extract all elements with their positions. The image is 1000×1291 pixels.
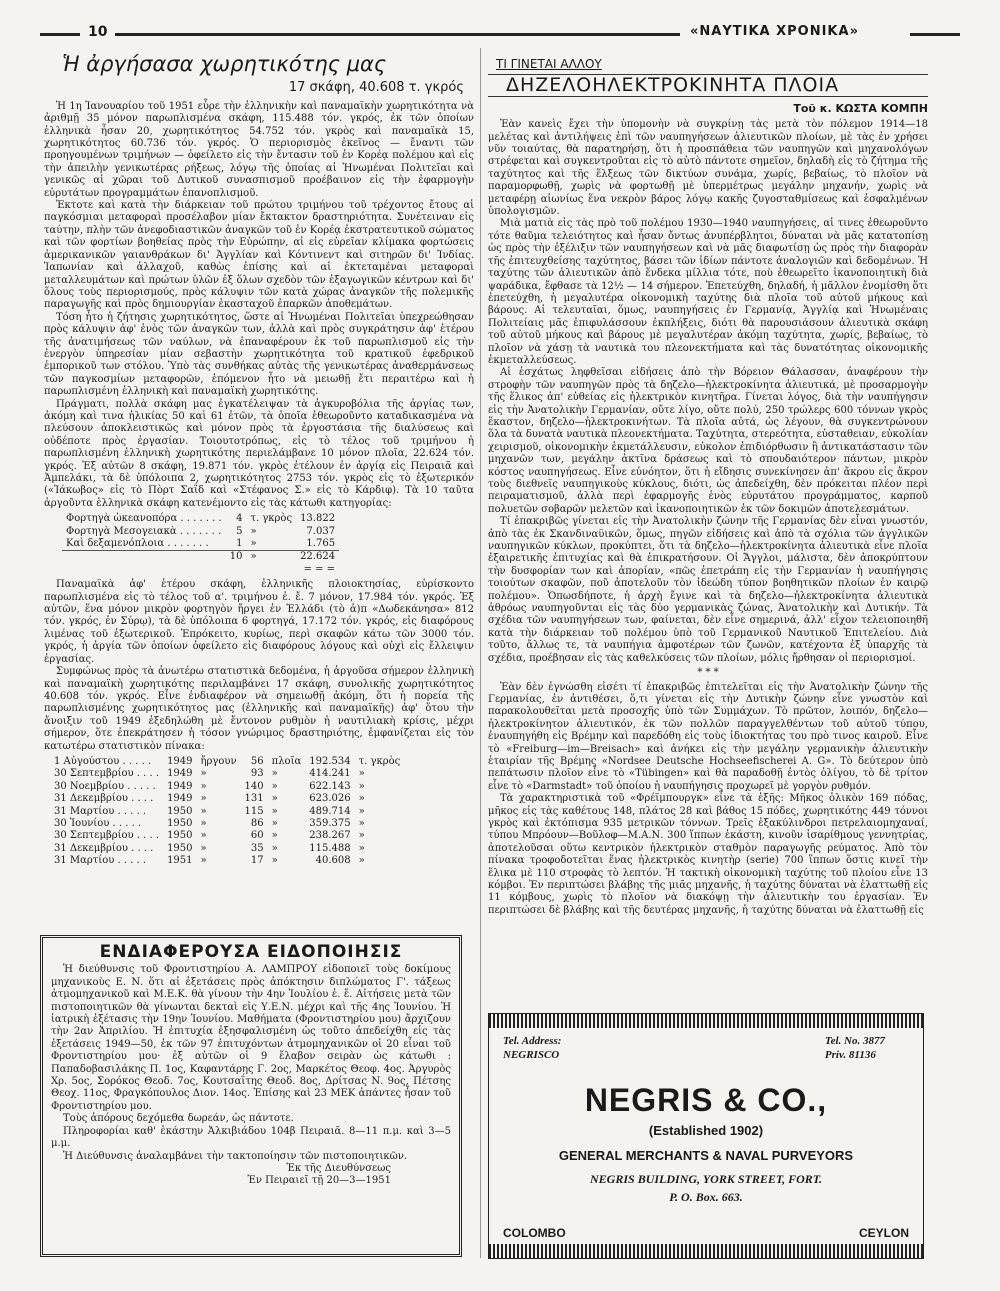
right-article-body-1 xyxy=(488,119,928,665)
ad-pobox: P. O. Box. 663. xyxy=(669,1190,743,1204)
right-article-body-2 xyxy=(488,682,928,918)
table-cell: 31 Μαρτίου . . . . . xyxy=(54,855,147,867)
table-row xyxy=(62,551,339,564)
table-row xyxy=(50,768,404,780)
table-cell: » xyxy=(358,842,365,854)
table-cell: » xyxy=(271,805,278,817)
ad-country: CEYLON xyxy=(858,1226,909,1240)
paragraph: Παναμαϊκὰ ἀφ' ἑτέρου σκάφη, ἑλληνικῆς πλοιοκτησίας, εὑρίσκοντο παρωπλισμένα εἰς τὸ τέλος τοῦ α'. τριμήνου ἐ. ἔ. 7 μόνον, 17.984 τόν. γκρός. Ἐξ αὐτῶν, ἕνα μόνον μικρὸν φορτηγὸν ἤργει ἐν Ἑλλάδι (τὸ ἀ)π «Δωδεκάνησα» 812 τόν. γκρός, ἐν Σύρῳ), τὰ δὲ ὑπόλοιπα 6 φορτηγά, 17.172 τόν. γκρός, εἰς διαφόρους λιμένας τοῦ ἐξωτερικοῦ. Ἐπρόκειτο, κυρίως, περὶ σκαφῶν κάτω τῶν 3000 τόν. γκρός, ἡ ἀργία τῶν ὁποίων ὀφείλετο εἰς διαφόρους λόγους καὶ οὐχὶ εἰς ἔλλειψιν ἐργασίας. xyxy=(44,579,474,665)
table-cell: Φορτηγὰ Μεσογειακὰ . . . . . . . xyxy=(66,525,222,537)
table-cell: 489.714 xyxy=(309,805,351,817)
left-article-body-2 xyxy=(44,579,474,753)
ad-building: NEGRIS BUILDING, YORK STREET, FORT. xyxy=(590,1172,822,1186)
table-cell: 86 xyxy=(250,817,264,829)
notice-paragraph: Ἡ Διεύθυνσις ἀναλαμβάνει τὴν τακτοποίησιν τῶν πιστοποιητικῶν. xyxy=(63,1150,408,1162)
ad-established: (Established 1902) xyxy=(648,1123,764,1138)
table-cell: » xyxy=(200,817,207,829)
notice-title: ΕΝΔΙΑΦΕΡΟΥΣΑ ΕΙΔΟΠΟΙΗΣΙΣ xyxy=(99,942,403,962)
table-cell: 1949 xyxy=(167,755,193,767)
table-cell: ἤργουν xyxy=(200,755,237,767)
table-cell: » xyxy=(250,525,257,537)
table-cell: 622.143 xyxy=(309,780,351,792)
notice-signature-2: Ἐν Πειραιεῖ τῇ 20—3—1951 xyxy=(247,1175,391,1187)
category-table xyxy=(62,513,339,576)
table-cell: πλοῖα xyxy=(271,755,302,767)
table-cell: 1 Αὐγούστου . . . . . xyxy=(54,755,152,767)
table-cell: 115.488 xyxy=(309,842,351,854)
magazine-title: «ΝΑΥΤΙΚΑ ΧΡΟΝΙΚΑ» xyxy=(690,24,859,39)
table-cell: 30 Σεπτεμβρίου . . . . xyxy=(54,830,160,842)
table-cell: 35 xyxy=(250,842,264,854)
table-cell: » xyxy=(358,780,365,792)
header-rule-right xyxy=(910,33,960,36)
notice-body xyxy=(51,964,451,1163)
paragraph: Πράγματι, πολλὰ σκάφη μας ἐγκατέλειψαν τὰ ἀγκυροβόλια τῆς ἀργίας των, ἀκόμη καὶ τινα ἡλικίας 50 καὶ 61 ἐτῶν, τὰ ὁποῖα ἐθεωροῦντο καταδικασμένα νὰ πλεύσουν ἀποκλειστικῶς καὶ μόνον πρὸς τὰ ἐργοστάσια τῆς διαλύσεως καὶ οὐδέποτε πρὸς ἐργασίαν. Τοιουτοτρόπως, εἰς τὸ τέλος τοῦ τριμήνου ἡ παρωπλισμένη ἑλληνικὴ χωρητικότης περιελάμβανε 10 μόνον πλοῖα, 22.624 τόν. γκρός. Ἐξ αὐτῶν 8 σκάφη, 19.871 τόν. γκρὸς ἐτέλουν ἐν ἀργίᾳ εἰς Πειραιᾶ καὶ Ἀμπελάκι, τὰ δὲ ὑπόλοιπα 2, χωρητικότητος 2753 τόν. γκρὸς εἰς τὸ ἐξωτερικόν («Ἰάκωβος» εἰς τὸ Πὸρτ Σαΐδ καὶ «Στέφανος Σ.» εἰς τὸ Κάρδιφ). Τὰ 10 ταῦτα ἀργοῦντα ἑλληνικὰ σκάφη κατενέμοντο εἰς τὰς κάτωθι κατηγορίας: xyxy=(44,398,474,509)
table-cell: 1950 xyxy=(167,817,193,829)
notice-paragraph: Ἡ διεύθυνσις τοῦ Φροντιστηρίου Α. ΛΑΜΠΡΟΥ εἰδοποιεῖ τοὺς δοκίμους μηχανικοὺς Ε. Ν. ὅτι αἱ ἐξετάσεις πρὸς ἀπόκτησιν διπλώματος Γ'. τάξεως ἀτμομηχανικοῦ καὶ Μ.Ε.Κ. θὰ γίνουν τὴν 4ην Ἰουλίου ἐ. ἔ. Αἰτήσεις μετὰ τῶν πιστοποιητικῶν θὰ γίνωνται δεκταὶ εἰς Υ.Ε.Ν. μέχρι καὶ τῆς 4ης Ἰουνίου. Ἡ ἰατρικὴ ἐξέτασις τὴν 19ην Ἰουνίου. Μαθήματα (Φροντιστηρίου μου) ἄρχιζουν τὴν 2αν Ἀπριλίου. Ἡ ἐπιτυχία ἐξησφαλισμένη ὡς τοῦτο ἀπεδείχθη εἰς τὰς ἐξετάσεις 1949—50, ἐκ τῶν 97 ἐπιτυχόντων ἀτμομηχανικῶν οἱ 20 εἶναι τοῦ Φροντιστηρίου μου· ἐξ αὐτῶν οἱ 9 ἔλαβον σειρὰν ὡς κάτωθι : Παπαδοβασιλάκης Π. 1ος, Καφαντάρης Γ. 2ος, Μαρκέτος Θεοφ. 4ος. Ἀργυρὸς Χρ. 5ος, Σορόκος Θεοδ. 7ος, Κουτσαΐτης Θεοδ. 8ος, Δρίτσας Ν. 9ος, Πέτσης Θεοχ. 11ος, Φραγκόπουλος Διον. 14ος. Ἐπίσης καὶ 23 ΜΕΚ ἀπάντες ἦσαν τοῦ Φροντιστηρίου μου. xyxy=(51,964,451,1112)
table-row xyxy=(50,781,404,793)
table-row xyxy=(50,756,404,768)
table-cell: 1949 xyxy=(167,768,193,780)
table-cell: 1950 xyxy=(167,830,193,842)
table-cell: 13.822 xyxy=(300,513,336,525)
table-row xyxy=(62,513,339,525)
right-article xyxy=(488,58,928,917)
table-cell: 10 xyxy=(226,551,247,564)
ad-border-top xyxy=(489,1014,923,1028)
paragraph: Ἐκτοτε καὶ κατὰ τὴν διάρκειαν τοῦ πρώτου τριμήνου τοῦ τρέχοντος ἔτους αἱ παγκόσμιαι μεταφοραὶ προσέλαβον μίαν ἔκτακτον δραστηριότητα. Συνέτειναν εἰς ταύτην, πλὴν τῶν ἀνεφοδιαστικῶν ἀναγκῶν τοῦ ἐν Κορέᾳ ἐκστρατευτικοῦ σώματος καὶ τῶν φορτίων βοηθείας πρὸς τὴν Εὐρώπην, αἱ εἰς εὐρεῖαν κλίμακα φορτώσεις ἀμερικανικῶν γαιανθράκων δι' Ἀγγλίαν καὶ Κόντινεντ καὶ σιτηρῶν δι' Ἰνδίας. Ἰαπωνίαν καὶ ἀλλαχοῦ, καθὼς ἐπίσης καὶ αἱ ἐκτεταμέναι μεταφοραὶ μεταλλευμάτων καὶ πρώτων ὑλῶν ἐξ ὅλων σχεδὸν τῶν ἐξαγωγικῶν κέντρων καὶ δι' ὅλους τοὺς περιορισμούς, πρὸς κάλυψιν τῶν κατὰ χώρας ἀναγκῶν τῆς πολεμικῆς παραγωγῆς καὶ πρὸς δημιουργίαν ἐκασταχοῦ ἐπαρκῶν ἀποθεμάτων. xyxy=(44,200,475,311)
table-cell: » xyxy=(246,551,296,564)
table-cell: » xyxy=(271,817,278,829)
statistics-table xyxy=(50,756,404,868)
table-cell: 4 xyxy=(236,513,243,525)
byline: Τοῦ κ. ΚΩΣΤΑ ΚΟΜΠΗ xyxy=(793,101,928,115)
table-cell: 1950 xyxy=(167,842,193,854)
table-cell: 31 Δεκεμβρίου . . . . xyxy=(54,793,154,805)
table-cell: 56 xyxy=(250,755,264,767)
table-cell: 115 xyxy=(244,805,264,817)
paragraph: Τί ἐπακριβῶς γίνεται εἰς τὴν Ἀνατολικὴν ζώνην τῆς Γερμανίας δὲν εἶναι γνωστόν, ἀπὸ τὰς ἐκ Σκανδιναϋικῶν, ὅμως, πηγῶν εἰδήσεις καὶ ἀπὸ τὰ σχόλια τῶν ἀγγλικῶν ναυπηγικῶν κύκλων, προκύπτει, ὅτι τὰ δηζελο—ἠλεκτροκίνητα ἁλιευτικὰ εἶνε πλοῖα ἐξαιρετικῆς ἐπιτυχίας καὶ θὰ ἐπικρατήσουν. Οἱ Ἄγγλοι, μάλιστα, δὲν ἀποκρύπτουν τὴν δυσφορίαν των καὶ ἀπορίαν, «πῶς ἐπετράπη εἰς τὴν Γερμανίαν ἡ ναυπήγησις τοιούτων σκαφῶν, ποῦ ἀποτελοῦν τὸν ἰδεώδη τύπον βοηθητικῶν πλοίων ἐν καιρῷ πολέμου». Ὁπωσδήποτε, ἡ ἀρχὴ ἔγινε καὶ τὰ δηζελο—ἠλεκτροκίνητα ἁλιευτικὰ ἀθρόως ναυπηγοῦνται εἰς τὰς δύο γερμανικὰς ζώνας, Ἀνατολικὴν καὶ Δυτικήν. Τὰ σχέδια τῶν ναυπηγήσεων των, φαίνεται, δὲν εἶνε σημερινά, ἀλλ' εἶχον τελειοποιηθῆ κατὰ τὴν διάρκειαν τοῦ πολέμου ὑπὸ τοῦ Γερμανικοῦ Ναυτικοῦ Ἐπιτελείου. Διὰ τοῦτο, ἄλλως τε, τὰ ναυπήγια ἀμφοτέρων τῶν ζωνῶν, κατέχοντα ἐξ ὑπαρχῆς τὰ σχέδια, προέβησαν εἰς τὰς καθελκύσεις τῶν πλοίων, μόλις ἤρθησαν οἱ περιορισμοί. xyxy=(488,516,928,664)
page-number: 10 xyxy=(88,24,108,40)
table-cell: » xyxy=(250,538,257,550)
table-row xyxy=(50,843,404,855)
column-divider xyxy=(480,48,481,1258)
table-row xyxy=(62,526,339,538)
table-cell: » xyxy=(200,805,207,817)
table-cell: Καὶ δεξαμενόπλοια . . . . . . . xyxy=(66,538,209,550)
page-header xyxy=(40,24,960,44)
table-cell: » xyxy=(271,780,278,792)
negris-advertisement xyxy=(488,1013,924,1259)
table-cell: 238.267 xyxy=(309,830,351,842)
table-cell: 414.241 xyxy=(309,768,351,780)
table-cell: » xyxy=(271,855,278,867)
table-cell: 623.026 xyxy=(309,793,351,805)
table-cell: » xyxy=(358,768,365,780)
table-cell: 7.037 xyxy=(306,525,336,537)
table-cell: 30 Ἰουνίου . . . . . xyxy=(54,817,142,829)
table-cell: τ. γκρὸς xyxy=(358,755,401,767)
table-cell: 31 Δεκεμβρίου . . . . xyxy=(54,842,154,854)
table-cell: 40.608 xyxy=(315,855,351,867)
table-cell: » xyxy=(200,793,207,805)
table-cell: 1950 xyxy=(167,805,193,817)
table-cell: » xyxy=(200,855,207,867)
table-cell: 22.624 xyxy=(296,551,339,564)
ad-border-bottom xyxy=(489,1244,923,1258)
table-row xyxy=(62,564,339,576)
notice-paragraph: Τοὺς ἀπόρους δεχόμεθα δωρεάν, ὡς πάντοτε. xyxy=(63,1113,294,1125)
paragraph: Τὰ χαρακτηριστικὰ τοῦ «Φρέϊμπουργκ» εἶνε τὰ ἑξῆς: Μῆκος ὁλικὸν 169 πόδας, μῆκος εἰς τὰς καθέτους 148, πλάτος 28 καὶ βάθος 15 πόδες, χωρητικότης 449 τόννοι γκρὸς καὶ ἐκτόπισμα 935 μετρικῶν τόννων. Τρεῖς ἑξακύλινδροι πετρελαιομηχαναί, τύπου Μπρόουν—Βοῦλοφ—Μ.Α.Ν. 300 ἵππων ἑκάστη, κινοῦν ἰσαρίθμους γεννητρίας, ἀποτελοῦσαι οὕτω κεντρικὸν ἠλεκτρικὸν σταθμὸν παραγωγῆς ρεύματος. Ἀπὸ τὸν πίνακα τροφοδοτεῖται ἕνας ἠλεκτρικὸς κινητὴρ (serie) 700 ἵππων ὅστις κινεῖ τὴν ἕλικα μὲ 110 στροφὰς τὸ λεπτόν. Ἡ τακτικὴ οἰκονομικὴ ταχύτης τοῦ πλοίου εἶνε 13 κόμβοι. Ἐν περιπτώσει βλάβης τῆς μιᾶς μηχανῆς, ἡ ταχύτης δύναται νὰ ἐλαττωθῇ εἰς 11 κόμβους, χωρὶς τὸ πλοῖον νὰ διακόψῃ τὴν ἁλιευτικὴν του ἐργασίαν. Ἐν περιπτώσει δὲ βλάβης καὶ τῆς δευτέρας μηχανῆς, ἡ ταχύτης δύναται νὰ ἐλαττωθῇ εἰς xyxy=(488,793,928,916)
left-article-subtitle: 17 σκάφη, 40.608 τ. γκρός xyxy=(288,80,464,96)
table-cell: 1 xyxy=(236,538,243,550)
paragraph: Ἐὰν δὲν ἐγνώσθη εἰσέτι τί ἐπακριβῶς ἐπιτελεῖται εἰς τὴν Ἀνατολικὴν ζώνην τῆς Γερμανίας, ἐν ἀντιθέσει, ὅ,τι γίνεται εἰς τὴν Δυτικὴν ζώνην εἶνε γνωστὸν καὶ παρακολουθεῖται μετὰ προσοχῆς ὑπὸ τῶν Συμμάχων. Τὸ πρῶτον, λοιπόν, δηζελο—ἠλεκτροκίνητον ἁλιευτικόν, ἐκ τῶν πολλῶν παραγγελθέντων τοῦ αὐτοῦ τύπου, ἐναυπηγήθη εἰς Βρέμην καὶ παρεδόθη εἰς τοὺς ἰδιοκτήτας του πρὸ τινος καιροῦ. Εἶνε τὸ «Freiburg—im—Breisach» καὶ ἀνήκει εἰς τὴν μεγάλην γερμανικὴν ἁλιευτικὴν ἑταιρίαν τῆς Βρέμης «Nordsee Deutsche Hochseefischerei A. G». Τὸ δεύτερον ὑπὸ πεπάτωσιν πλοῖον εἶνε τὸ «Tübingen» καὶ θὰ παραδοθῇ ἐντὸς ὀλίγου, τὸ δὲ τρίτον εἶνε τὸ «Darmstadt» τοῦ ὁποίου ἡ ναυπήγησις προχωρεῖ μὲ γοργὸν ρυθμόν. xyxy=(488,681,928,792)
left-article-body-1 xyxy=(44,101,474,510)
table-row xyxy=(50,818,404,830)
ad-company-name: NEGRIS & CO., xyxy=(584,1082,828,1118)
section-break: * * * xyxy=(697,667,719,679)
paragraph: Ἡ 1η Ἰανουαρίου τοῦ 1951 εὗρε τὴν ἑλληνικὴν καὶ παναμαϊκὴν χωρητικότητα νὰ ἀριθμῇ 35 μόνον παρωπλισμένα σκάφη, 115.488 τόν. γκρός, ἐκ τῶν ὁποίων ἑλληνικὰ ἦσαν 20, χωρητικότητος 54.752 τόν. γκρὸς καὶ παναμαϊκὰ 15, χωρητικότητος 60.736 τόν. γκρός. Ὁ περιορισμὸς ἐκεῖνος — ἔναντι τῶν προηγουμένων τριμήνων — ὀφείλετο εἰς τὴν ἔντασιν τοῦ ἐν Κορέᾳ πολέμου καὶ εἰς τὴν ἀπειλὴν γενικωτέρας ρήξεως, λόγῳ τῆς ὁποίας αἱ Ἡνωμέναι Πολιτεῖαι καὶ γενικῶς αἱ χῶραι τοῦ Δυτικοῦ συνασπισμοῦ προέβαινον εἰς τὴν ἐφαρμογὴν εὐρυτάτων προγραμμάτων ἐπανοπλισμοῦ. xyxy=(44,100,474,199)
table-cell: » xyxy=(358,855,365,867)
table-cell: » xyxy=(358,817,365,829)
table-cell: 60 xyxy=(250,830,264,842)
table-cell: » xyxy=(200,842,207,854)
table-cell: » xyxy=(271,793,278,805)
paragraph: Τόση ἦτο ἡ ζήτησις χωρητικότητος, ὥστε αἱ Ἡνωμέναι Πολιτεῖαι ὑπεχρεώθησαν πρὸς κάλυψιν ἀφ' ἑνὸς τῶν ἀναγκῶν των, ἀλλὰ καὶ πρὸς συγκράτησιν ἀφ' ἑτέρου τῆς ἀνατιμήσεως τῶν ναύλων, νὰ ἐπαναφέρουν ἐκ τοῦ παρωπλισμοῦ εἰς τὴν ἐνεργὸν ὑπηρεσίαν μίαν σεβαστὴν χωρητικότητα τοῦ κρατικοῦ ἐφεδρικοῦ ἐμπορικοῦ των στόλου. Ὑπὸ τὰς συνθήκας αὐτὰς τῆς γενικωτέρας ἀναθερμάνσεως τῶν παγκοσμίων μεταφορῶν, ἑπόμενον ἦτο νὰ μειωθῇ ἔτι περαιτέρω καὶ ἡ παρωπλισμένη ἑλληνικὴ καὶ παναμαϊκὴ χωρητικότης. xyxy=(44,311,474,398)
table-cell: 1951 xyxy=(167,855,193,867)
table-cell: 1949 xyxy=(167,793,193,805)
header-rule-middle xyxy=(115,33,680,36)
right-article-title: ΔΗΖΕΛΟΗΛΕΚΤΡΟΚΙΝΗΤΑ ΠΛΟΙΑ xyxy=(488,74,928,96)
table-cell: 30 Νοεμβρίου . . . . . xyxy=(54,780,156,792)
section-kicker: ΤΙ ΓΙΝΕΤΑΙ ΑΛΛΟΥ xyxy=(496,57,602,71)
table-cell: 17 xyxy=(250,855,264,867)
table-cell xyxy=(62,551,226,564)
table-cell: 31 Μαρτίου . . . . . xyxy=(54,805,147,817)
ad-city: COLOMBO xyxy=(503,1226,566,1240)
table-cell: » xyxy=(271,842,278,854)
table-cell: » xyxy=(200,780,207,792)
table-cell: » xyxy=(200,830,207,842)
paragraph: Αἱ ἐσχάτως ληφθεῖσαι εἰδήσεις ἀπὸ τὴν Βόρειον Θάλασσαν, ἀναφέρουν τὴν στροφὴν τῶν ναυπηγῶν πρὸς τὰ δηζελο—ἠλεκτροκίνητα ἁλιευτικά, μὲ προσαρμογὴν τῆς ἕλικος ἀπ' εὐθείας εἰς ἠλεκτρικὸν κινητῆρα. Γίνεται λόγος, διὰ τὴν ναυπήγησιν εἰς τὴν Ἀνατολικὴν Γερμανίαν, οὔτε λίγο, οὔτε πολύ, 250 τρώλερς 600 τόννων γκρὸς ἕκαστον, δηζελο—ἠλεκτροκινήτων. Τὰ πλοῖα αὐτά, ὡς λέγουν, θὰ συγκεντρώνουν ὅλα τὰ δυνατὰ ναυτικὰ πλεονεκτήματα. Ταχύτητα, στερεότητα, εὐσταθειαν, εὐκολίαν χειρισμοῦ, οἰκονομικὴν ἐκμετάλλευσιν, εὐκολον ἐπιδιόρθωσιν ἢ ἀντικατάστασιν τῶν μηχανῶν των, μεγάλην ἀκτῖνα δράσεως καὶ τὸ σπουδαιότερον πάντων, μικρὸν κόστος ναυπηγήσεως. Εἶνε εὐνόητον, ὅτι ἡ εἴδησις συνεκίνησεν ἀπ' ἄκρου εἰς ἄκρον τοὺς διεθνεῖς ναυπηγικοὺς κύκλους, διότι, ὡς ἀπεδείχθη, δὲν πρόκειται πλέον περὶ πειραματισμοῦ, ἀλλὰ περὶ ἐφαρμογῆς ἑνὸς εὐρυτάτου προγράμματος, καρποῦ πολυετῶν σοβαρῶν μελετῶν καὶ ἱκανοποιητικῶν ἐκ τῶν δοκιμῶν ἀποτελεσμάτων. xyxy=(488,367,928,515)
table-cell: » xyxy=(358,793,365,805)
table-row xyxy=(50,793,404,805)
header-rule-left xyxy=(40,33,80,36)
table-cell: 5 xyxy=(236,525,243,537)
table-cell: » xyxy=(200,768,207,780)
paragraph: Συμφώνως πρὸς τὰ ἀνωτέρω στατιστικὰ δεδομένα, ἡ ἀργοῦσα σήμερον ἑλληνικὴ καὶ παναμαϊκὴ χωρητικότης περιλαμβάνει 17 σκάφη, συνολικῆς χωρητικότητος 40.608 τόν. γκρός. Εἶνε ἐνδιαφέρον νὰ σημειωθῇ ἀκόμη, ὅτι ἡ πορεία τῆς παρωπλισμένης χωρητικότητος μας (ἑλληνικῆς καὶ παναμαϊκῆς) ἀφ' ὅτου τὴν ἄνοιξιν τοῦ 1949 ἐξεδηλώθη μὲ ἔντονον ρυθμὸν ἡ ναυτιλιακὴ κρίσις, μέχρι σήμερον, ὅτε ἐπεκράτησεν ἡ τόσον γνώριμος δραστηριότης, ἐμφανίζεται εἰς τὸν κατωτέρω στατιστικὸν πίνακα: xyxy=(44,666,474,752)
notice-box xyxy=(40,935,462,1257)
table-cell: » xyxy=(271,830,278,842)
table-cell: 140 xyxy=(244,780,264,792)
left-article xyxy=(44,52,475,871)
table-cell: 1.765 xyxy=(306,538,336,550)
ad-tel-numbers: Tel. No. 3877 Priv. 81136 xyxy=(824,1035,885,1061)
paragraph: Μιὰ ματιὰ εἰς τὰς πρὸ τοῦ πολέμου 1930—1940 ναυπηγήσεις, αἱ τινες ἐθεωροῦντο τότε θαῦμα τελειότητος καὶ ἦσαν ὄντως ἀνυπέρβλητοι, δύναται νὰ μᾶς κατατοπίσῃ ὡς πρὸς τὴν ἐξέλιξιν τῶν ναυπηγήσεων καὶ νὰ μᾶς διαφωτίσῃ ὡς πρὸς τὴν διαφορὰν τῆς ἐπιτευχθείσης ταχύτητος, βάσει τῶν ἰδίων πάντοτε ἀναλογιῶν καὶ δεδομένων. Ἡ ταχύτης τῶν ἁλιευτικῶν ἀπὸ ἕνδεκα μίλλια τότε, ποὺ ἐθεωρεῖτο ἱκανοποιητικὴ διὰ ψαράδικα, ἔφθασε τὰ 12½ — 14 σήμερον. Ἐπετεύχθη, δηλαδή, ἡ μᾶλλον ἐνομίσθη ὅτι ἐπετεύχθη, ἡ μεγαλυτέρα οἰκονομικὴ ταχύτης διὰ πλοῖα τοῦ αὐτοῦ μήκους καὶ βάρους. Αἱ τελευταῖαι, ὅμως, ναυπηγήσεις ἐν Γερμανίᾳ, Ἀγγλίᾳ καὶ Ἡνωμέναις Πολιτείαις μᾶς ἐπιφυλάσσουν ἐκπλήξεις, διότι θὰ παρουσιάσουν ἁλιευτικὰ σκάφη τοῦ αὐτοῦ μήκους καὶ βάρους μὲ μεγαλυτέραν ἀκόμη ταχύτητα, χωρίς, βεβαίως, τὸ πλοῖον νὰ χάσῃ τὰ ναυτικὰ του πλεονεκτήματα καὶ τὰς δυνατότητας οἰκονομικῆς ἐκμεταλλεύσεως. xyxy=(488,218,928,366)
table-cell: » xyxy=(358,830,365,842)
equals-mark: = = = xyxy=(303,563,336,575)
notice-paragraph: Πληροφορίαι καθ' ἑκάστην Ἀλκιβιάδου 104β Πειραιᾶ. 8—11 π.μ. καὶ 3—5 μ.μ. xyxy=(51,1125,451,1150)
table-cell: 1949 xyxy=(167,780,193,792)
table-cell: » xyxy=(271,768,278,780)
paragraph: Ἐὰν κανεὶς ἔχει τὴν ὑπομονὴν νὰ συγκρίνῃ τὰς μετὰ τὸν πόλεμον 1914—18 μελέτας καὶ ἀντιλήψεις ἐπὶ τῶν ναυπηγήσεων ἁλιευτικῶν πλοίων, μὲ τὰς ἐν χρήσει νῦν τοιαύτας, θὰ παρατηρήσῃ, ὅτι ἡ προσπάθεια τῶν ναυπηγῶν καὶ μηχανολόγων στρέφεται καὶ συγκεντροῦται εἰς τὸ αὐτὸ πάντοτε σημεῖον, δηλαδὴ εἰς τὸ ζήτημα τῆς ταχύτητος καὶ τῆς ἕλξεως τῶν δικτύων συνάμα, χωρίς, βεβαίως, τὸ πλοῖον νὰ παραμορφωθῇ, χωρὶς νὰ φορτωθῇ μὲ ὑπερμέτρως μεγάλην μηχανήν, χωρὶς νὰ μεταφέρῃ αἰωνίως ἕνα νεκρὸν βάρος λόγῳ κακῆς ζυγοσταθμίσεως καὶ ἐσφαλμένων ὑπολογισμῶν. xyxy=(488,119,928,218)
table-cell: » xyxy=(358,805,365,817)
table-cell: 30 Σεπτεμβρίου . . . . xyxy=(54,768,160,780)
table-cell: τ. γκρὸς xyxy=(250,513,293,525)
left-article-title: Ἡ ἀργήσασα χωρητικότης μας xyxy=(62,52,387,76)
ad-business: GENERAL MERCHANTS & NAVAL PURVEYORS xyxy=(558,1148,854,1163)
notice-signature-1: Ἐκ τῆς Διευθύνσεως xyxy=(286,1162,391,1174)
ad-tel-address: Tel. Address: NEGRISCO xyxy=(503,1035,562,1061)
table-row xyxy=(50,806,404,818)
table-cell: 359.375 xyxy=(309,817,351,829)
table-cell: 93 xyxy=(250,768,264,780)
table-row xyxy=(50,855,404,867)
table-cell: Φορτηγὰ ὠκεανοπόρα . . . . . . . xyxy=(66,513,222,525)
table-row xyxy=(50,830,404,842)
table-row xyxy=(62,538,339,551)
table-cell: 131 xyxy=(244,793,264,805)
table-cell: 192.534 xyxy=(309,755,351,767)
